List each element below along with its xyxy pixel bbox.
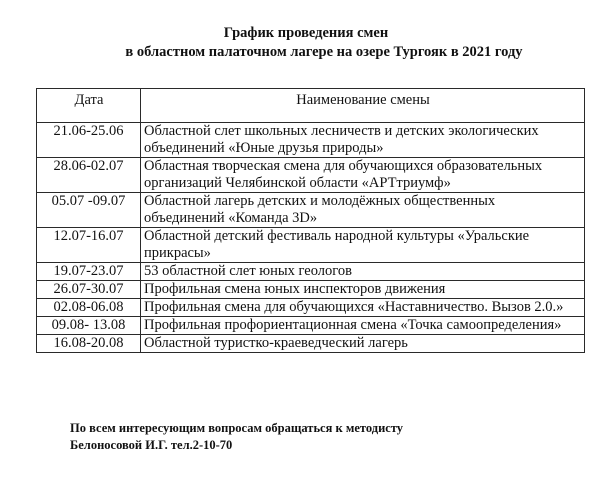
shift-name-line: объединений «Команда 3D» <box>144 210 318 226</box>
table-row <box>37 228 585 263</box>
document-title: График проведения смен <box>223 25 389 41</box>
row-date: 02.08-06.08 <box>37 299 141 317</box>
name-column-header: Наименование смены <box>141 89 585 123</box>
contact-person-phone: Белоносовой И.Г. тел.2-10-70 <box>70 438 233 452</box>
table-row <box>37 281 585 299</box>
table-row <box>37 263 585 281</box>
row-date: 28.06-02.07 <box>37 158 141 193</box>
table-row <box>37 193 585 228</box>
shift-name-line: 53 областной слет юных геологов <box>144 263 352 279</box>
row-date: 21.06-25.06 <box>37 123 141 158</box>
row-shift-name <box>141 281 585 299</box>
table-row <box>37 299 585 317</box>
shift-name-line: Областной слет школьных лесничеств и детских экологических <box>144 123 539 139</box>
row-shift-name <box>141 193 585 228</box>
row-date: 19.07-23.07 <box>37 263 141 281</box>
shift-name-line: прикрасы» <box>144 245 211 261</box>
row-date: 12.07-16.07 <box>37 228 141 263</box>
row-date: 16.08-20.08 <box>37 335 141 353</box>
shift-name-line: объединений «Юные друзья природы» <box>144 140 384 156</box>
row-date: 26.07-30.07 <box>37 281 141 299</box>
schedule-table <box>36 88 585 353</box>
document-subtitle: в областном палаточном лагере на озере Тургояк в 2021 году <box>125 44 523 60</box>
row-shift-name <box>141 263 585 281</box>
date-column-header: Дата <box>37 89 141 123</box>
shift-name-line: Областной детский фестиваль народной культуры «Уральские <box>144 228 530 244</box>
shift-name-line: Областной лагерь детских и молодёжных общественных <box>144 193 496 209</box>
table-row <box>37 317 585 335</box>
row-shift-name <box>141 299 585 317</box>
row-shift-name <box>141 158 585 193</box>
row-shift-name <box>141 123 585 158</box>
contact-note: По всем интересующим вопросам обращаться к методисту <box>70 421 404 435</box>
row-shift-name <box>141 317 585 335</box>
row-date: 09.08- 13.08 <box>37 317 141 335</box>
row-shift-name <box>141 228 585 263</box>
shift-name-line: организаций Челябинской области «АРТтриумф» <box>144 175 451 191</box>
table-row <box>37 158 585 193</box>
row-shift-name <box>141 335 585 353</box>
table-header-row <box>37 89 585 123</box>
shift-name-line: Профильная профориентационная смена «Точка самоопределения» <box>144 317 562 333</box>
table-row <box>37 335 585 353</box>
shift-name-line: Областной туристко-краеведческий лагерь <box>144 335 408 351</box>
shift-name-line: Областная творческая смена для обучающихся образовательных <box>144 158 543 174</box>
row-date: 05.07 -09.07 <box>37 193 141 228</box>
table-row <box>37 123 585 158</box>
shift-name-line: Профильная смена юных инспекторов движения <box>144 281 446 297</box>
shift-name-line: Профильная смена для обучающихся «Наставничество. Вызов 2.0.» <box>144 299 564 315</box>
